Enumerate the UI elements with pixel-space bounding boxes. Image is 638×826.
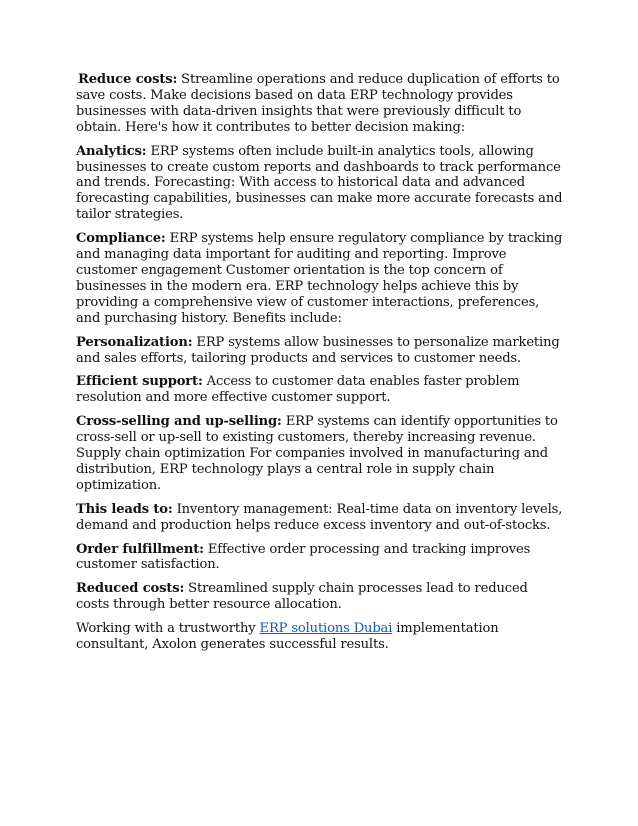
erp-solutions-dubai-link[interactable]: ERP solutions Dubai [259,621,393,637]
closing-text-before: Working with a trustworthy [76,621,260,637]
paragraph-reduce-costs [76,72,564,136]
paragraph-text: ERP systems help ensure regulatory compliance by tracking and managing data important for auditing and reporting. Improve customer engagement Customer orientation is the top concern of businesses in the modern era. ERP technology helps achieve this by providing a comprehensive view of customer interactions, preferences, and purchasing history. Benefits include: [76,231,563,326]
paragraph-lead: Compliance: [76,231,166,247]
paragraph-compliance [76,231,564,326]
paragraph-lead: Analytics: [76,143,147,159]
paragraph-order-fulfillment [76,542,564,574]
paragraph-lead: Order fulfillment: [76,541,204,557]
paragraph-cross-selling [76,414,564,494]
paragraph-text: Effective order processing and tracking improves customer satisfaction. [76,541,531,573]
paragraph-lead: This leads to: [76,501,173,517]
paragraph-text: Inventory management: Real-time data on inventory levels, demand and production helps reduce excess inventory and out-of-stocks. [76,501,563,533]
paragraph-this-leads-to [76,502,564,534]
paragraph-closing [76,621,564,653]
paragraph-lead: Reduce costs: [78,72,178,87]
closing-text-after: implementation consultant, Axolon generates successful results. [76,621,499,653]
paragraph-personalization [76,335,564,367]
paragraph-text: ERP systems allow businesses to personalize marketing and sales efforts, tailoring products and services to customer needs. [76,334,560,366]
paragraph-text: ERP systems can identify opportunities to cross-sell or up-sell to existing customers, thereby increasing revenue. Supply chain optimization For companies involved in manufacturing and distribution, ERP technology plays a central role in supply chain optimization. [76,414,558,493]
paragraph-analytics [76,144,564,224]
paragraph-lead: Efficient support: [76,374,203,390]
paragraph-reduced-costs [76,581,564,613]
paragraph-text: Streamline operations and reduce duplication of efforts to save costs. Make decisions based on data ERP technology provides businesses with data-driven insights that were previously difficult to obtain. Here's how it contributes to better decision making: [76,72,560,135]
paragraph-lead: Reduced costs: [76,581,185,597]
paragraph-efficient-support [76,374,564,406]
paragraph-lead: Personalization: [76,334,193,350]
document-body [76,72,564,661]
paragraph-text: ERP systems often include built-in analytics tools, allowing businesses to create custom reports and dashboards to track performance and trends. Forecasting: With access to historical data and advanced forecasting capabilities, businesses can make more accurate forecasts and tailor strategies. [76,143,563,223]
paragraph-text: Streamlined supply chain processes lead to reduced costs through better resource allocation. [76,581,528,613]
paragraph-lead: Cross-selling and up-selling: [76,414,282,430]
paragraph-text: Access to customer data enables faster problem resolution and more effective customer support. [76,374,520,406]
